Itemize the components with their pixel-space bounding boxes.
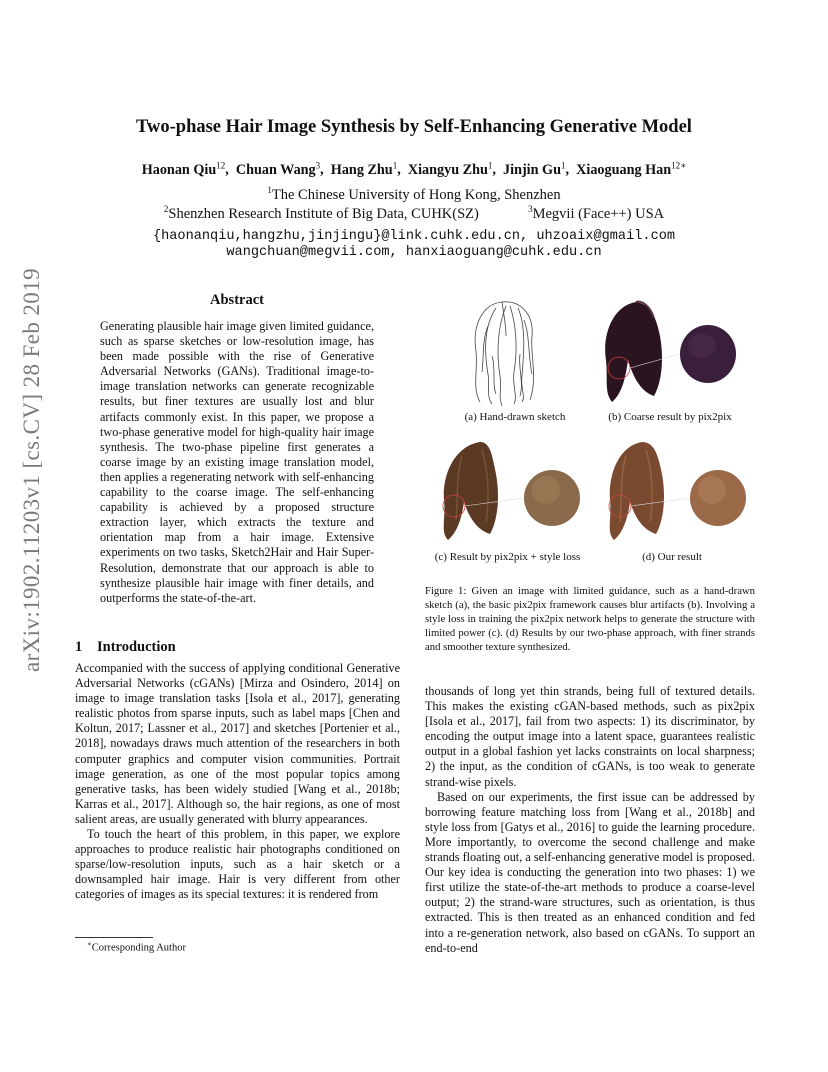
arxiv-stamp [4, 210, 60, 730]
coarse-result-image [598, 296, 748, 408]
figure-caption: Figure 1: Given an image with limited guidance, such as a hand-drawn sketch (a), the basic pix2pix framework causes blur artifacts (b). Involving a style loss in training the pix2pix network helps to generate the structure with limited power (c). (d) Results by our two-phase approach, with finer strands and smoother texture synthesized. [425, 585, 755, 654]
affiliation-line-1: $^1$The Chinese University of Hong Kong, Shenzhen [267, 185, 561, 203]
subcaption-b: (b) Coarse result by pix2pix [608, 411, 732, 423]
affiliation-3: $^3$Megvii (Face++) USA [528, 204, 665, 222]
hair-sketch-image [462, 296, 562, 408]
author: Haonan Qiu$^{12}$ [141, 160, 226, 178]
subcaption-c: (c) Result by pix2pix + style loss [434, 551, 581, 563]
author: Jinjin Gu$^1$ [503, 160, 566, 178]
author: Xiangyu Zhu$^1$ [407, 160, 493, 178]
author: Chuan Wang$^3$ [235, 160, 321, 178]
our-result-image [600, 436, 750, 548]
paragraph: Based on our experiments, the first issue can be addressed by borrowing feature matching loss from [Wang et al., 2018b] and style loss from [Gatys et al., 2016] to guide the learning procedure. More importantly, to overcome the second challenge and make strands floating out, a self-enhancing generative model is proposed. Our key idea is conducting the generation into two phases: 1) we first utilize the state-of-the-art methods to produce a coarse-level output; 2) the strand-ware structures, such as orientation, is thus extracted. This is then treated as an enhanced condition and fed into a re-generation network, also based on cGANs. To support an end-to-end [425, 789, 755, 955]
author: Hang Zhu$^1$ [330, 160, 398, 178]
section-number: 1 [75, 639, 83, 655]
paragraph: Accompanied with the success of applying conditional Generative Adversarial Networks (cGANs) [Mirza and Osindero, 2014] on image to image translation tasks [Isola et al., 2017], generating realistic photos from sparse inputs, such as label maps [Chen and Koltun, 2017; Lassner et al., 2017] and sketches [Portenier et al., 2018], nowadays draws much attention of the researchers in both computer graphics and computer vision communities. Portrait image generation, as one of the most popular topics among generative tasks, has been widely studied [Wang et al., 2018b; Karras et al., 2017]. Although so, the hair regions, as one of most salient areas, are usually generated with blurry appearances. [75, 661, 400, 826]
subcaption-a: (a) Hand-drawn sketch [464, 411, 566, 423]
section-heading-introduction [75, 639, 176, 656]
paper-title: Two-phase Hair Image Synthesis by Self-Enhancing Generative Model [136, 117, 692, 137]
subcaption-d: (d) Our result [642, 551, 702, 563]
figure-panel-style-loss [432, 436, 582, 548]
affiliation-line-2 [60, 204, 768, 223]
intro-right-column [425, 684, 755, 956]
author: Xiaoguang Han$^{12∗}$ [576, 160, 687, 178]
figure-panel-coarse [598, 296, 748, 408]
intro-left-column [75, 661, 400, 903]
abstract-body: Generating plausible hair image given limited guidance, such as sparse sketches or low-resolution image, has been made possible with the rise of Generative Adversarial Networks (GANs). Traditional image-to-image translation networks can generate recognizable results, but finer textures are usually lost and blur artifacts commonly exist. In this paper, we propose a two-phase generative model for high-quality hair image synthesis. The two-phase pipeline first generates a coarse image by an existing image translation model, then applies a regenerating network with self-enhancing capability to the coarse image. The self-enhancing capability is achieved by a proposed structure extraction layer, which extracts the texture and orientation map from a hair image. Extensive experiments on two tasks, Sketch2Hair and Hair Super-Resolution, demonstrate that our approach is able to synthesize plausible hair image with finer details, and outperforms the state-of-the-art. [100, 319, 374, 605]
paragraph: To touch the heart of this problem, in this paper, we explore approaches to produce realistic hair photographs conditioned on sparse/low-resolution inputs, such as a hair sketch or a downsampled hair image. Hair is very different from other categories of images as its special textures: it is rendered from [75, 827, 400, 902]
footnote: ∗Corresponding Author [87, 940, 186, 954]
figure-panel-sketch [462, 296, 562, 408]
email-line-1: {haonanqiu,hangzhu,jinjingu}@link.cuhk.edu.cn, uhzoaix@gmail.com [152, 229, 676, 244]
author-list: Haonan Qiu$^{12}$, Chuan Wang$^3$, Hang Zhu$^1$, Xiangyu Zhu$^1$, Jinjin Gu$^1$, Xiaoguang Han$^{12∗}$ [141, 160, 687, 178]
style-loss-result-image [432, 436, 582, 548]
email-line-2: wangchuan@megvii.com, hanxiaoguang@cuhk.edu.cn [226, 245, 602, 260]
figure-panel-our-result [600, 436, 750, 548]
footnote-rule [75, 937, 153, 938]
abstract-heading: Abstract [210, 292, 264, 308]
paragraph: thousands of long yet thin strands, being full of textured details. This makes the existing cGAN-based methods, such as pix2pix [Isola et al., 2017], fail from two aspects: 1) its discriminator, by encoding the output image into a latent space, guarantees realistic output in a global fashion yet lacks constraints on local sharpness; 2) the input, as the condition of cGANs, is too weak to generate strand-wise pixels. [425, 684, 755, 789]
section-title: Introduction [97, 639, 176, 655]
affiliation-2: $^2$Shenzhen Research Institute of Big Data, CUHK(SZ) [163, 204, 479, 222]
arxiv-id: arXiv:1902.11203v1 [cs.CV] 28 Feb 2019 [19, 267, 45, 673]
